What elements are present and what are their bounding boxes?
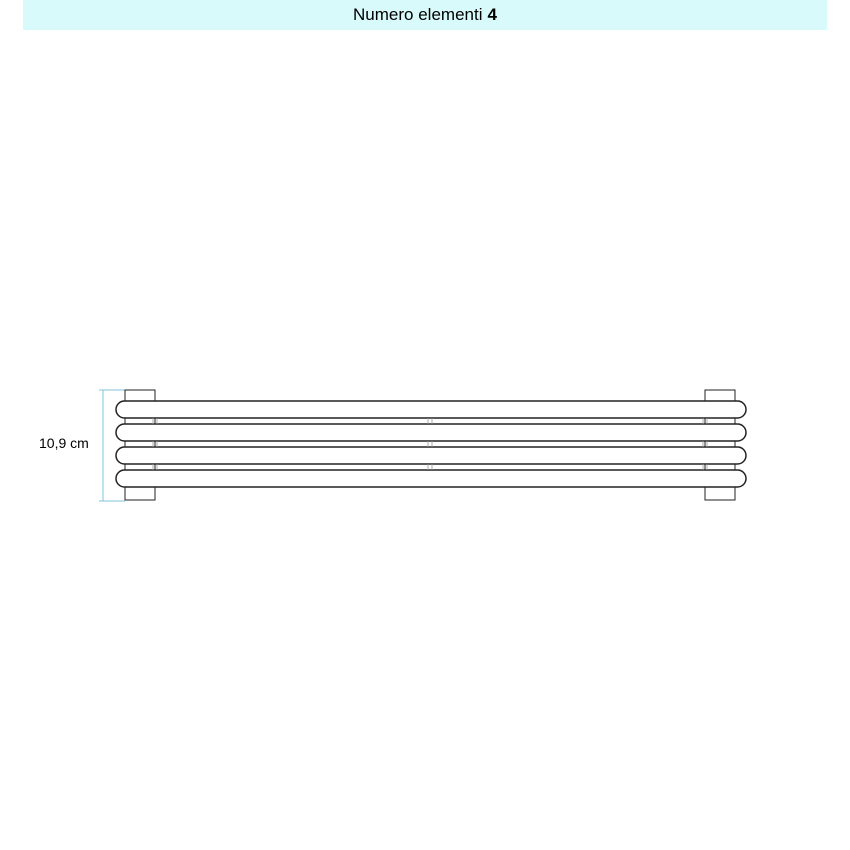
header-label: Numero elementi bbox=[353, 5, 483, 24]
radiator-tube bbox=[116, 447, 746, 464]
radiator-tube bbox=[116, 424, 746, 441]
height-dimension-label: 10,9 cm bbox=[39, 435, 89, 451]
radiator-tubes bbox=[116, 401, 746, 487]
radiator-tube bbox=[116, 470, 746, 487]
radiator-tube bbox=[116, 401, 746, 418]
element-count: 4 bbox=[487, 5, 497, 24]
